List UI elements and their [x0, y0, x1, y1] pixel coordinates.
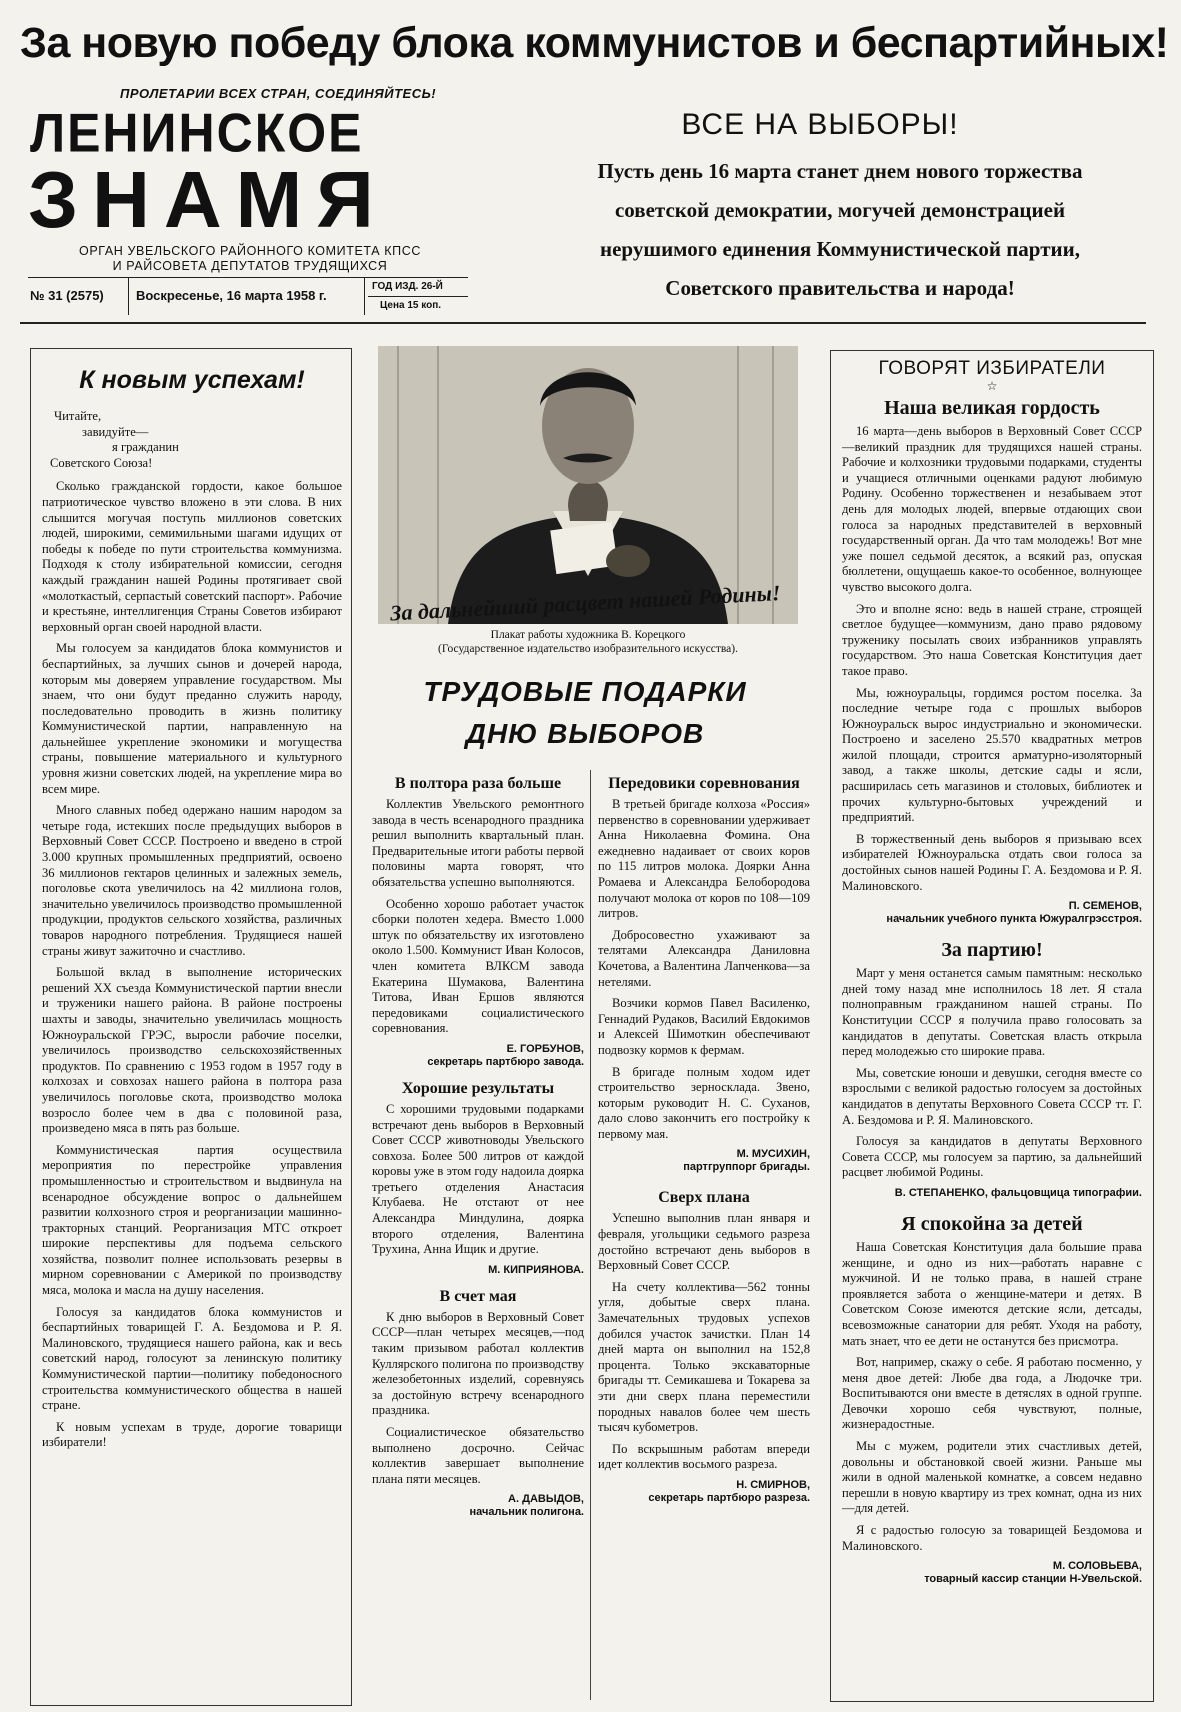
paragraph: Мы с мужем, родители этих счастливых детей, довольны и обстановкой своей жизни. Раньше мы жили в одной маленькой комнатке, а совсем недавно перешли в новую квартиру из трех комнат, одна из них—для детей. [842, 1439, 1142, 1516]
signature-role: партгруппорг бригады. [683, 1161, 810, 1174]
paragraph: Мы, южноуральцы, гордимся ростом поселка. За последние четыре года с прошлых выборов Южноуральск вырос индустриально и экономически. Построено и заселено 25.570 квадратных метров жилой площади, строится арматурно-изоляторный завод, а также школы, детские сады и ясли, расширилась сеть магазинов и столовых, библиотек и прочих культурно-бытовых учреждений и предприятий. [842, 685, 1142, 825]
masthead-rule [20, 322, 1146, 324]
article-title: За партию! [941, 939, 1043, 962]
signature-name: М. КИПРИЯНОВА. [488, 1263, 584, 1276]
article-to-new-successes [42, 358, 342, 1457]
article-title: В счет мая [439, 1287, 517, 1305]
article-title: Наша великая гордость [884, 397, 1100, 419]
article-body [42, 479, 342, 1451]
article-title: В полтора раза больше [394, 775, 562, 792]
signature-name: Е. ГОРБУНОВ, [506, 1042, 584, 1055]
poster-script-caption: За дальнейший расцвет нашей Родины! [389, 580, 782, 626]
article-title: Передовики соревнования [608, 775, 800, 792]
paragraph: Коллектив Увельского ремонтного завода в честь всенародного праздника решил выполнить квартальный план. Предварительные итоги работы первой половины марта говорят, что обязательства успешно выполняются. [372, 797, 584, 889]
poster-credit-line2: (Государственное издательство изобразительного искусства). [438, 643, 738, 655]
paragraph: Много славных побед одержано нашим народом за четыре года, истекших после предыдущих выборов в Верховный Совет СССР. Построено и введено в строй 3.000 крупных промышленных предприятий, освоено 36 миллионов гектаров целинных и залежных земель, поголовье скота увеличилось на 42 миллиона голов, значительно увеличилось производство промышленной продукции, продуктов сельского хозяйства, различных товаров народного потребления. Трудящиеся нашей страны живут зажиточно и счастливо. [42, 803, 342, 958]
signature-role: товарный кассир станции Н-Увельской. [924, 1573, 1142, 1586]
issue-info-bar [28, 277, 468, 315]
section-title-line2: ДНЮ ВЫБОРОВ [465, 718, 705, 749]
center-column-divider [590, 770, 591, 1700]
paragraph: Успешно выполнив план января и февраля, угольщики седьмого разреза достойно встречают день выборов в Верховный Совет СССР. [598, 1211, 810, 1273]
article-body [598, 1211, 810, 1473]
star-ornament: ☆ [986, 379, 998, 393]
paragraph: В третьей бригаде колхоза «Россия» первенство в соревновании удерживает Анна Николаевна Фомина. Она ежедневно надаивает от своих коров по 115 литров молока. Доярки Анна Ромаева и Александра Белобородова получают молока от коров по 108—109 литров. [598, 797, 810, 921]
paragraph: Мы голосуем за кандидатов блока коммунистов и беспартийных, за лучших сынов и дочерей народа, которым мы доверяем управление государством. Мы знаем, что они будут преданно служить народу, последовательно проводить в жизнь политику Коммунистической партии, направленную на дальнейшее укрепление экономики и могущества страны, повышение материального и культурного уровня жизни советских людей, на укрепление мира во всем мире. [42, 641, 342, 796]
article-one-and-half-times [372, 774, 584, 1069]
center-column-b [598, 770, 810, 1505]
issue-price: Цена 15 коп. [380, 300, 442, 311]
paragraph: Март у меня останется самым памятным: несколько дней тому назад мне исполнилось 18 лет. Я стала полноправным гражданином нашей страны. По Конституции СССР я получила право голосовать за кандидатов в депутаты. Советская власть открыла перед молодежью сто широкие права. [842, 966, 1142, 1059]
article-for-the-party [842, 938, 1142, 1200]
center-column-a [372, 770, 584, 1519]
paragraph: К дню выборов в Верховный Совет СССР—план четырех месяцев,—под таким призывом работал коллектив Куллярского полигона по производству железобетонных изделий, соревнуясь за достойную встречу всенародного праздника. [372, 1309, 584, 1418]
paragraph: 16 марта—день выборов в Верховный Совет СССР—великий праздник для трудящихся нашей страны. Рабочие и колхозники трудовыми подарками, студенты и учащиеся отличными оценками радуют любимую Родину. Особенно торжественен и незабываем этот день для молодых людей, впервые отдающих свои голоса за народных представителей в верховный государственный орган. Да что там молодежь! Вот мне уже пошел седьмой десяток, а всякий раз, опуская бюллетени, ощущаешь какое-то особенное, волнующее чувство высокого долга. [842, 424, 1142, 594]
article-body [842, 424, 1142, 894]
signature-name: Н. СМИРНОВ, [736, 1478, 810, 1491]
signature-name: М. СОЛОВЬЕВА, [1052, 1560, 1142, 1573]
article-calm-about-children [842, 1212, 1142, 1586]
paragraph: Голосуя за кандидатов в депутаты Верховного Совета СССР, мы голосуем за партию, за дальнейший расцвет любимой Родины. [842, 1134, 1142, 1180]
paragraph: Особенно хорошо работает участок сборки полотен хедера. Вместо 1.000 штук по обязательству их изготовлено около 1.500. Коммунист Иван Колосов, член комитета ВЛКСМ завода Екатерина Шумакова, Валентина Титова, Иван Ершов являются передовиками социалистического соревнования. [372, 896, 584, 1036]
paragraph: Социалистическое обязательство выполнено досрочно. Сейчас коллектив завершает выполнение плана пяти месяцев. [372, 1425, 584, 1486]
rubric-voters-speak: ГОВОРЯТ ИЗБИРАТЕЛИ [878, 358, 1106, 379]
masthead-organ [30, 244, 470, 274]
article-our-great-pride [842, 396, 1142, 926]
paragraph: В торжественный день выборов я призываю всех избирателей Южноуральска отдать свои голоса за достойных сынов нашей Родины Г. А. Бездомова и Р. Я. Малиновского. [842, 831, 1142, 893]
paragraph: Большой вклад в выполнение исторических решений XX съезда Коммунистической партии внесли и труженики нашего района. В районе построены шахты и заводы, значительно увеличилась мощность Южноуральской ГРЭС, выросли рабочие поселки, увеличилось производство сельскохозяйственных продуктов. По сравнению с 1953 годом в 1957 году в колхозах и совхозах нашего района в полтора раза увеличилось поголовье скота, производство молока возросло более чем в два с половиной раза, произведено мяса в пять раз больше. [42, 965, 342, 1136]
paragraph: Голосуя за кандидатов блока коммунистов и беспартийных товарищей Г. А. Бездомова и Р. Я. Малиновского, трудящиеся нашего района, как и весь советский народ, голосуют за ленинскую политику Коммунистической партии—политику победоносного строительства коммунистического общества в нашей стране. [42, 1304, 342, 1413]
article-above-plan [598, 1188, 810, 1505]
election-slogan [530, 152, 1150, 308]
signature-role: начальник учебного пункта Южуралгрэсстроя. [886, 913, 1142, 926]
slogan-line: нерушимого единения Коммунистической партии, [600, 237, 1080, 261]
poem-line: Советского Союза! [50, 455, 153, 470]
article-body [372, 1102, 584, 1258]
slogan-line: Советского правительства и народа! [665, 276, 1015, 300]
paragraph: На счету коллектива—562 тонны угля, добытые сверх плана. Замечательных трудовых успехов добился участок зачистки. План 14 дней марта он выполнил на 152,8 процента. Только экскаваторные бригады тт. Семикашева и Токарева за эти дни сверх плана переместили породных навалов более чем шесть тысяч кубометров. [598, 1279, 810, 1435]
issue-number: № 31 (2575) [30, 288, 104, 303]
signature-role: начальник полигона. [469, 1506, 584, 1519]
article-good-results [372, 1079, 584, 1277]
article-title: Хорошие результаты [401, 1079, 555, 1097]
paragraph: Добросовестно ухаживают за телятами Александра Даниловна Кочетова, а Валентина Лапченкова—за нетелями. [598, 927, 810, 989]
article-body [372, 1310, 584, 1488]
article-body [842, 1240, 1142, 1554]
front-banner-slogan: За новую победу блока коммунистов и беспартийных! [20, 19, 1169, 67]
organ-line1: ОРГАН УВЕЛЬСКОГО РАЙОННОГО КОМИТЕТА КПСС [79, 244, 421, 258]
paragraph: Вот, например, скажу о себе. Я работаю посменно, у меня двое детей: Любе два года, а Людочке три. Воспитываются они вместе в детяслях в одной группе. Девочки хорошо себя чувствуют, полные, жизнерадостные. [842, 1355, 1142, 1432]
poem-line: завидуйте— [82, 424, 149, 439]
slogan-line: советской демократии, могучей демонстрацией [614, 198, 1066, 222]
article-title: Сверх плана [658, 1189, 750, 1207]
signature-role: секретарь партбюро завода. [427, 1055, 584, 1068]
masthead-motto: ПРОЛЕТАРИИ ВСЕХ СТРАН, СОЕДИНЯЙТЕСЬ! [120, 86, 437, 101]
signature-name: П. СЕМЕНОВ, [1068, 900, 1142, 913]
article-body [842, 966, 1142, 1181]
article-counting-may [372, 1287, 584, 1520]
article-leaders-of-competition [598, 774, 810, 1174]
poem-line: Читайте, [54, 409, 102, 423]
article-body [372, 797, 584, 1037]
paragraph: Возчики кормов Павел Василенко, Геннадий Рудаков, Василий Евдокимов и Алексей Шимоткин обеспечивают подвозку кормов к фермам. [598, 996, 810, 1057]
paragraph: К новым успехам в труде, дорогие товарищи избиратели! [42, 1419, 342, 1450]
paragraph: В бригаде полным ходом идет строительство зерносклада. Звено, которым руководит Н. С. Суханов, дало слово закончить его постройку к первому мая. [598, 1064, 810, 1141]
poster-credit [378, 628, 798, 656]
poem-quote [42, 409, 342, 471]
paragraph: Я с радостью голосую за товарищей Бездомова и Малиновского. [842, 1523, 1142, 1553]
poster-credit-line1: Плакат работы художника В. Корецкого [490, 629, 686, 641]
poem-line: я гражданин [112, 440, 179, 455]
voters-speak-section [842, 358, 1142, 1586]
paragraph: Это и вполне ясно: ведь в нашей стране, строящей светлое будущее—коммунизм, дано право рядовому труженику посылать своих избранников управлять государством. Это наша Советская Конституция дает такое право. [842, 601, 1142, 678]
paragraph: Мы, советские юноши и девушки, сегодня вместе со взрослыми с великой радостью голосуем за достойных кандидатов в депутаты Верховного Совета СССР тт. Г. А. Бездомова и Р. Я. Малиновского. [842, 1065, 1142, 1127]
section-title-line1: ТРУДОВЫЕ ПОДАРКИ [423, 676, 747, 707]
paragraph: Наша Советская Конституция дала большие права женщине, и одно из них—работать наравне с мужчиной. И не только права, в нашей стране проявляется забота о женщине-матери и детях. В Советском Союзе имеются детские ясли, детсады, всевозможные санатории для ребят. Уходя на работу, мать знает, что ее дети не останутся без присмотра. [842, 1239, 1142, 1348]
signature-name: В. СТЕПАНЕНКО, фальцовщица типографии. [894, 1186, 1142, 1199]
year-of-publication: ГОД ИЗД. 26-Й [372, 281, 443, 292]
slogan-line: Пусть день 16 марта станет днем нового торжества [597, 159, 1083, 183]
article-title: К новым успехам! [79, 366, 305, 394]
signature-name: А. ДАВЫДОВ, [508, 1493, 584, 1506]
paragraph: Коммунистическая партия осуществила мероприятия по перестройке управления промышленностью и строительством и выдвинула на всенародное обсуждение вопрос о дальнейшем развитии колхозного строя и реорганизации машинно-тракторных станций. Реорганизация МТС откроет широкие перспективы для подъема сельского хозяйства, позволит полнее использовать резервы в мирном соревновании с Америкой по производству мяса, молока и масла на душу населения. [42, 1142, 342, 1298]
masthead-title-line1: ЛЕНИНСКОЕ [30, 102, 364, 164]
paragraph: По вскрышным работам впереди идет коллектив восьмого разреза. [598, 1441, 810, 1472]
masthead-title-line2: ЗНАМЯ [28, 155, 388, 244]
signature-role: секретарь партбюро разреза. [648, 1491, 810, 1504]
article-body [598, 797, 810, 1142]
organ-line2: И РАЙСОВЕТА ДЕПУТАТОВ ТРУДЯЩИХСЯ [112, 259, 388, 273]
headline-all-to-elections: ВСЕ НА ВЫБОРЫ! [681, 108, 959, 141]
issue-date: Воскресенье, 16 марта 1958 г. [136, 288, 327, 303]
article-title: Я спокойна за детей [901, 1212, 1083, 1235]
signature-name: М. МУСИХИН, [736, 1148, 810, 1161]
paragraph: С хорошими трудовыми подарками встречают день выборов в Верховный Совет СССР животноводы Увельского совхоза. Более 500 литров от каждой коровы уже в этом году надоила доярка третьего отделения Анастасия Клубаева. Не отстают от нее Александра Миндулина, доярка второго отделения, Валентина Трухина, Анна Ищик и другие. [372, 1101, 584, 1257]
paragraph: Сколько гражданской гордости, какое большое патриотическое чувство вложено в эти слова. В них слышится могучая поступь миллионов советских людей, широкими, семимильными шагами идущих от победы к победе по пути строительства коммунизма. Подходя к столу избирательной комиссии, сегодня каждый гражданин нашей Родины протягивает свой «молоткастый, серпастый советский паспорт». Рабочие и крестьяне, интеллигенция Страны Советов избирают верховный орган своей народной власти. [42, 479, 342, 634]
